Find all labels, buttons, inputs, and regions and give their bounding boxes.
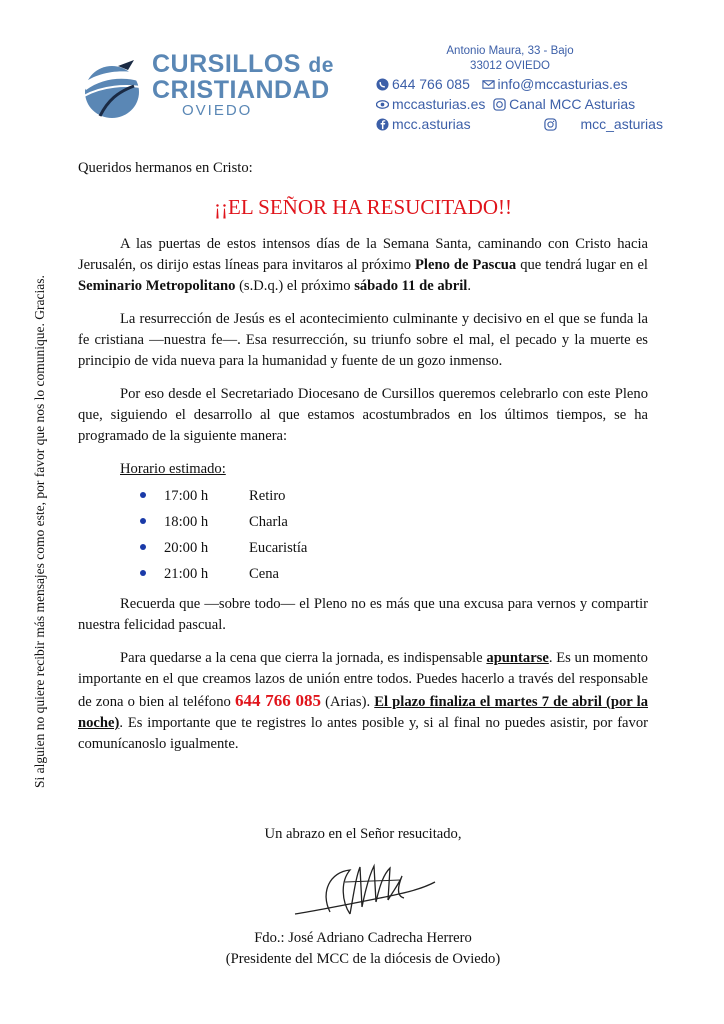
logo-line2: CRISTIANDAD <box>152 76 330 104</box>
schedule-activity: Eucaristía <box>249 540 308 556</box>
web-icon <box>376 98 389 111</box>
contact-facebook[interactable]: mcc.asturias <box>392 116 471 132</box>
contact-email[interactable]: info@mccasturias.es <box>497 76 628 92</box>
contact-channel[interactable]: Canal MCC Asturias <box>509 96 636 112</box>
schedule-activity: Cena <box>249 566 279 582</box>
signer-title: (Presidente del MCC de la diócesis de Oviedo) <box>225 951 501 967</box>
bullet-icon <box>140 544 146 550</box>
greeting: Queridos hermanos en Cristo: <box>78 160 253 176</box>
p1-date: sábado 11 de abril <box>354 278 468 294</box>
schedule-item <box>78 564 648 590</box>
cursillos-emblem-icon <box>78 56 150 122</box>
logo-line1-de: de <box>308 54 334 77</box>
p1-text-g: . <box>467 278 471 294</box>
schedule-time: 20:00 h <box>164 540 209 556</box>
schedule-item <box>78 486 648 512</box>
schedule-item <box>78 538 648 564</box>
p1-text-e: (s.D.q.) el próximo <box>235 278 355 294</box>
bullet-icon <box>140 518 146 524</box>
contact-web[interactable]: mccasturias.es <box>392 96 486 112</box>
mcc-logo <box>78 50 358 130</box>
address-line2: 33012 OVIEDO <box>470 60 550 72</box>
p5-deadline: El plazo finaliza el martes 7 de abril (por la noche) <box>78 694 649 731</box>
schedule-item <box>78 512 648 538</box>
instagram-icon <box>544 118 557 131</box>
logo-line3: OVIEDO <box>182 102 253 119</box>
email-icon <box>482 78 495 91</box>
whatsapp-icon <box>376 78 389 91</box>
p1-venue: Seminario Metropolitano <box>78 278 236 294</box>
p1-text-a: A las puertas de estos intensos días de la Semana Santa, caminando con Cristo hacia Jerusalén, os dirijo estas líneas para invitaros al próximo <box>78 236 648 273</box>
bullet-icon <box>140 570 146 576</box>
paragraph-reminder: Recuerda que —sobre todo— el Pleno no es más que una excusa para vernos y compartir nuestra felicidad pascual. <box>78 596 648 633</box>
schedule-activity: Charla <box>249 514 288 530</box>
letter-body <box>78 158 648 767</box>
schedule-list <box>78 486 648 590</box>
p5-text-g: . Es importante que te registres lo antes posible y, si al final no puedes asistir, por favor comunícanoslo igualmente. <box>78 715 648 752</box>
schedule-title: Horario estimado: <box>120 461 226 477</box>
facebook-icon <box>376 118 389 131</box>
closing: Un abrazo en el Señor resucitado, <box>264 826 462 842</box>
p5-text-e: (Arias). <box>320 694 375 710</box>
signer-block <box>78 928 648 970</box>
paragraph-invitation <box>78 234 648 297</box>
paragraph-resurrection: La resurrección de Jesús es el acontecimiento culminante y decisivo en el que se funda la fe cristiana —nuestra fe—. Esa resurrección, su triunfo sobre el mal, el pecado y la muerte es principio de vida nueva para la humanidad y fuente de un gozo inmenso. <box>78 311 648 369</box>
signature-icon <box>290 852 440 932</box>
unsubscribe-note: Si alguien no quiere recibir más mensajes como este, por favor que nos lo comunique. Gracias. <box>32 275 47 788</box>
schedule-time: 21:00 h <box>164 566 209 582</box>
logo-line1: CURSILLOS <box>152 50 301 78</box>
paragraph-registration <box>78 648 648 755</box>
p1-event-name: Pleno de Pascua <box>415 257 517 273</box>
paragraph-program: Por eso desde el Secretariado Diocesano de Cursillos queremos celebrarlo con este Pleno que, siguiendo el desarrollo al que estamos acostumbrados en los últimos tiempos, se ha programado de la siguiente manera: <box>78 386 648 444</box>
contact-phone[interactable]: 644 766 085 <box>392 76 470 92</box>
schedule-activity: Retiro <box>249 488 286 504</box>
p1-text-c: que tendrá lugar en el <box>516 257 648 273</box>
signer-name: Fdo.: José Adriano Cadrecha Herrero <box>254 930 472 946</box>
address-line1: Antonio Maura, 33 - Bajo <box>446 45 574 57</box>
contact-block <box>370 44 663 134</box>
p5-signup: apuntarse <box>486 650 549 666</box>
p5-text-a: Para quedarse a la cena que cierra la jornada, es indispensable <box>120 650 487 666</box>
channel-icon <box>493 98 506 111</box>
schedule-time: 18:00 h <box>164 514 209 530</box>
p5-phone: 644 766 085 <box>234 691 321 710</box>
bullet-icon <box>140 492 146 498</box>
headline: ¡¡EL SEÑOR HA RESUCITADO!! <box>214 195 512 219</box>
schedule-time: 17:00 h <box>164 488 209 504</box>
contact-instagram[interactable]: mcc_asturias <box>580 116 663 132</box>
p5-text-c: . Es un momento importante en el que creamos lazos de unión entre todos. Puedes hacerlo a través del responsable de zona o bien al teléfono <box>78 650 648 710</box>
